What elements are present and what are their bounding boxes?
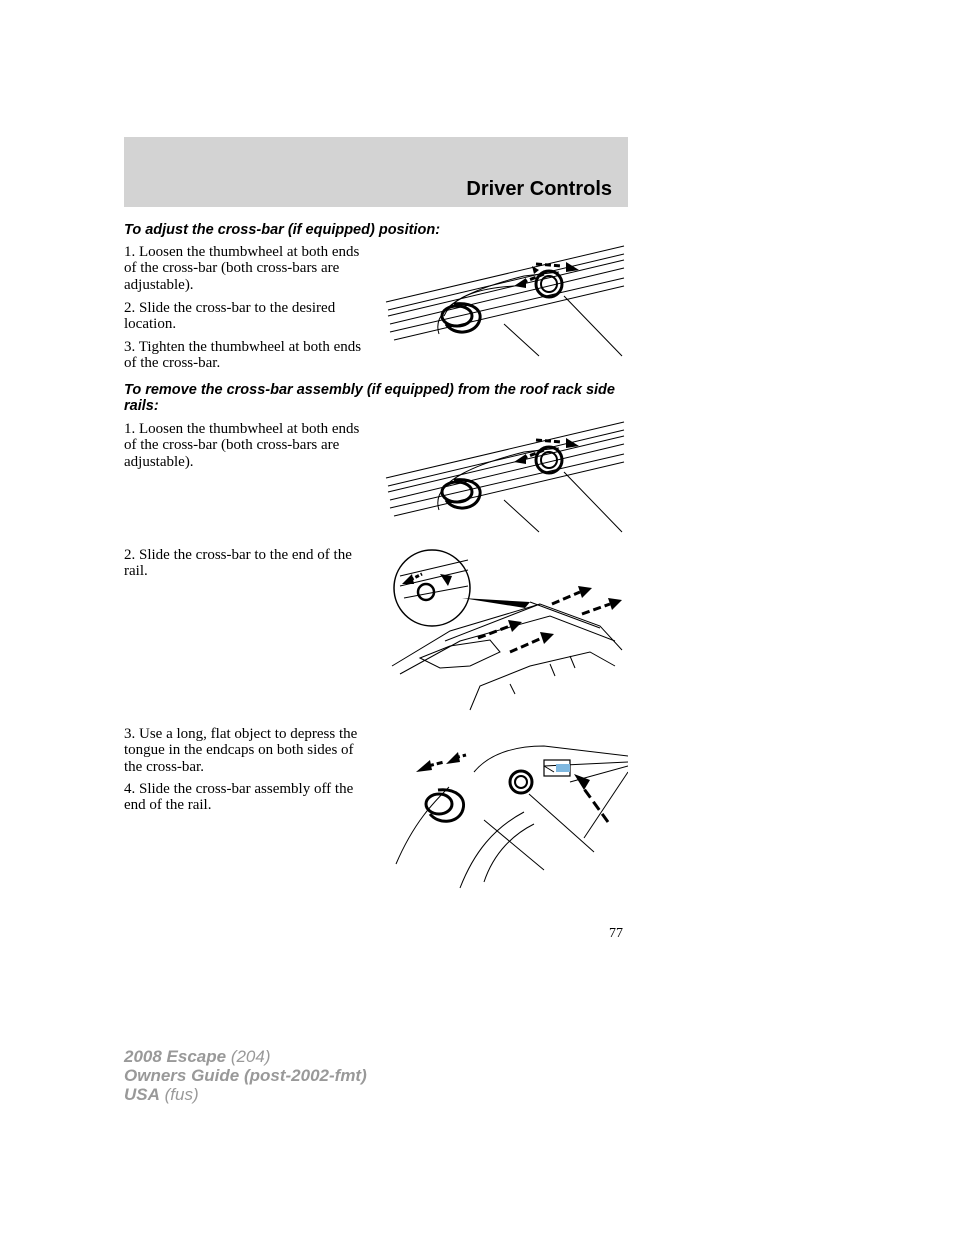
document-footer bbox=[124, 1047, 367, 1104]
section2-step-2: 2. Slide the cross-bar to the end of the rail. bbox=[124, 547, 352, 580]
footer-line-3: USA (fus) bbox=[124, 1085, 199, 1104]
section1-heading: To adjust the cross-bar (if equipped) position: bbox=[124, 222, 441, 238]
section1-step-2: 2. Slide the cross-bar to the desired location. bbox=[124, 300, 336, 333]
crossbar-adjust-illustration bbox=[384, 244, 628, 359]
section2-step-3: 3. Use a long, flat object to depress the tongue in the endcaps on both sides of the cross-bar. bbox=[124, 726, 358, 775]
section2-step-1: 1. Loosen the thumbwheel at both ends of the cross-bar (both cross-bars are adjustable). bbox=[124, 421, 360, 470]
footer-line-1: 2008 Escape (204) bbox=[124, 1047, 271, 1066]
page-section-title: Driver Controls bbox=[466, 178, 612, 200]
crossbar-loosen-illustration bbox=[384, 420, 628, 535]
header-band bbox=[124, 137, 628, 207]
section1-step-3: 3. Tighten the thumbwheel at both ends of the cross-bar. bbox=[124, 339, 362, 372]
section1-step-1: 1. Loosen the thumbwheel at both ends of the cross-bar (both cross-bars are adjustable). bbox=[124, 244, 360, 293]
section2-heading: To remove the cross-bar assembly (if equipped) from the roof rack side rails: bbox=[124, 382, 615, 414]
section2-step-4: 4. Slide the cross-bar assembly off the end of the rail. bbox=[124, 781, 354, 814]
page-number: 77 bbox=[609, 926, 623, 941]
footer-line-2: Owners Guide (post-2002-fmt) bbox=[124, 1066, 367, 1085]
crossbar-remove-illustration bbox=[394, 742, 628, 892]
crossbar-slide-roof-illustration bbox=[390, 546, 628, 712]
